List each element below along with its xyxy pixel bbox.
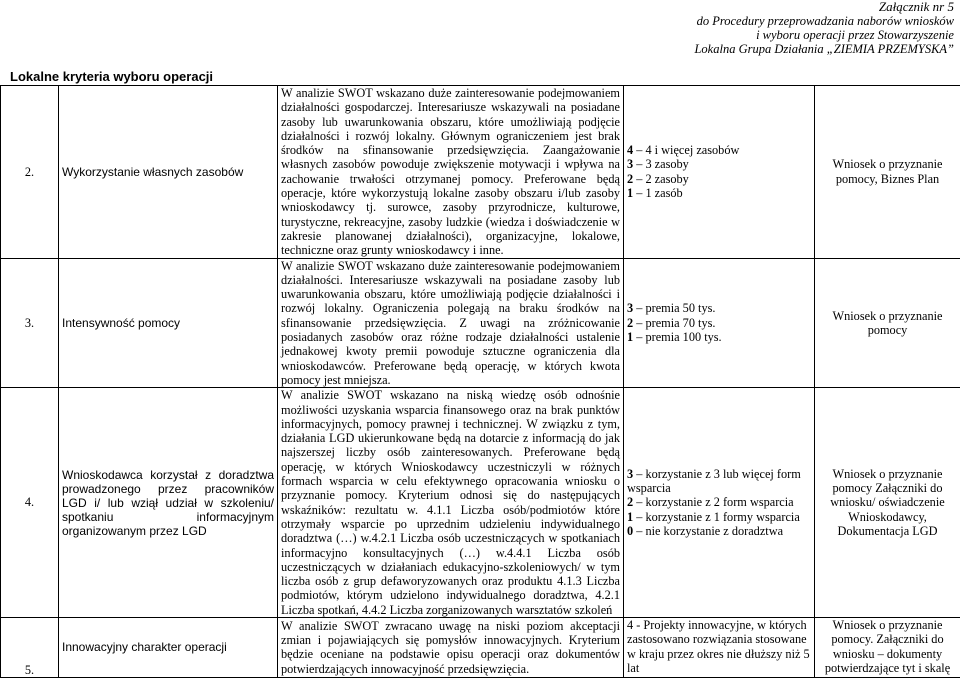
criterion-description: W analizie SWOT wskazano duże zainteresowanie podejmowaniem działalności. Interesariusze wskazywali na posiadane zasoby lub uwarunkowania obszaru, które umożliwiają podjęcie działalności i rozwój lokalny. Ograniczenia polegają na braku środków na sfinansowanie przedsięwzięcia. Z uwagi na zróżnicowanie posiadanych zasobów oraz różne rodzaje działalności ustalenie jednakowej kwoty premii powoduje sztuczne ograniczenia dla wnioskodawców. Preferowane będą operację, w których kwota pomocy jest mniejsza. bbox=[278, 258, 624, 388]
points-line: 0 – nie korzystanie z doradztwa bbox=[627, 524, 811, 538]
criterion-name: Innowacyjny charakter operacji bbox=[59, 617, 278, 677]
criterion-number: 5. bbox=[1, 617, 59, 677]
criterion-points bbox=[624, 617, 815, 677]
page-title: Lokalne kryteria wyboru operacji bbox=[10, 69, 213, 84]
criterion-name: Wnioskodawca korzystał z doradztwa prowadzonego przez pracowników LGD i/ lub wziął udział w szkoleniu/ spotkaniu informacyjnym organizowanym przez LGD bbox=[59, 388, 278, 618]
criterion-points bbox=[624, 258, 815, 388]
criterion-name: Wykorzystanie własnych zasobów bbox=[59, 86, 278, 259]
table-row bbox=[1, 388, 960, 618]
points-line: 4 – 4 i więcej zasobów bbox=[627, 143, 811, 157]
criterion-source: Wniosek o przyznanie pomocy. Załączniki do wniosku – dokumenty potwierdzające tyt i skalę bbox=[815, 617, 960, 677]
criterion-description: W analizie SWOT zwracano uwagę na niski poziom akceptacji zmian i pojawiających się pomysłów innowacyjnych. Kryterium będzie oceniane na podstawie opisu operacji oraz dokumentów potwierdzających innowacyjność przedsięwzięcia. bbox=[278, 617, 624, 677]
document-header bbox=[354, 0, 954, 56]
points-line: 3 – premia 50 tys. bbox=[627, 301, 811, 315]
criterion-source: Wniosek o przyznanie pomocy Załączniki do wniosku/ oświadczenie Wnioskodawcy, Dokumentacja LGD bbox=[815, 388, 960, 618]
table-row bbox=[1, 258, 960, 388]
criterion-number: 4. bbox=[1, 388, 59, 618]
criterion-number: 3. bbox=[1, 258, 59, 388]
points-line: 3 – 3 zasoby bbox=[627, 157, 811, 171]
criterion-source: Wniosek o przyznanie pomocy bbox=[815, 258, 960, 388]
criteria-table bbox=[0, 85, 960, 678]
criterion-number: 2. bbox=[1, 86, 59, 259]
annex-number: Załącznik nr 5 bbox=[354, 0, 954, 14]
points-line: 1 – premia 100 tys. bbox=[627, 330, 811, 344]
points-line: 2 – korzystanie z 2 form wsparcia bbox=[627, 495, 811, 509]
criterion-description: W analizie SWOT wskazano na niską wiedzę osób odnośnie możliwości uzyskania wsparcia finansowego oraz na brak punktów informacyjnych, pomocy prawnej i technicznej. W związku z tym, działania LGD ukierunkowane będą na dotarcie z informacją do jak najszerszej liczby osób zainteresowanych. Preferowane będą operację, w których Wnioskodawcy uczestniczyli w różnych formach wsparcia w celu efektywnego opracowania wniosku o przyznanie pomocy. Kryterium odnosi się do następujących wskaźników: rezultatu w. 4.1.1 Liczba osób/podmiotów które otrzymały wsparcie po uprzednim udzieleniu indywidualnego doradztwa (…) w.4.2.1 Liczba osób uczestniczących w spotkaniach informacyjno konsultacyjnych (…) w.4.4.1 Liczba osób uczestniczących w działaniach edukacyjno-szkoleniowych/ w tym liczba osób z grup defaworyzowanych oraz produktu 4.1.3 Liczba podmiotów, którym udzielono indywidualnego doradztwa, 4.2.1 Liczba spotkań, 4.4.2 Liczba zorganizowanych warsztatów szkoleń bbox=[278, 388, 624, 618]
criterion-points bbox=[624, 388, 815, 618]
table-row bbox=[1, 617, 960, 677]
points-line: 1 – korzystanie z 1 formy wsparcia bbox=[627, 510, 811, 524]
criterion-points bbox=[624, 86, 815, 259]
points-line: 2 – 2 zasoby bbox=[627, 172, 811, 186]
criterion-source: Wniosek o przyznanie pomocy, Biznes Plan bbox=[815, 86, 960, 259]
table-row bbox=[1, 86, 960, 259]
criterion-description: W analizie SWOT wskazano duże zainteresowanie podejmowaniem działalności gospodarczej. Interesariusze wskazywali na posiadane zasoby lub uwarunkowania obszaru, które umożliwiają podjęcie działalności i rozwój lokalny. Głównym ograniczeniem jest brak środków na sfinansowanie przedsięwzięcia. Zaangażowanie własnych zasobów powoduje zwiększenie motywacji i wpływa na zachowanie trwałości otrzymanej pomocy. Preferowane będą operacje, które wykorzystują lokalne zasoby obszaru i/lub zasoby wnioskodawcy tj. surowce, zasoby przyrodnicze, kulturowe, turystyczne, rekreacyjne, zasoby ludzkie (wiedza i doświadczenie w zakresie planowanej działalności), organizacyjne, lokalowe, techniczne oraz grunty wnioskodawcy i inne. bbox=[278, 86, 624, 259]
points-line: 1 – 1 zasób bbox=[627, 186, 811, 200]
header-line-procedure: do Procedury przeprowadzania naborów wniosków bbox=[354, 14, 954, 28]
points-line: 2 – premia 70 tys. bbox=[627, 316, 811, 330]
criterion-name: Intensywność pomocy bbox=[59, 258, 278, 388]
header-line-selection: i wyboru operacji przez Stowarzyszenie bbox=[354, 28, 954, 42]
points-line: 4 - Projekty innowacyjne, w których zastosowano rozwiązania stosowane w kraju przez okres nie dłuższy niż 5 lat bbox=[627, 618, 811, 675]
points-line: 3 – korzystanie z 3 lub więcej form wsparcia bbox=[627, 467, 811, 496]
header-line-lgd: Lokalna Grupa Działania „ZIEMIA PRZEMYSKA” bbox=[354, 42, 954, 56]
